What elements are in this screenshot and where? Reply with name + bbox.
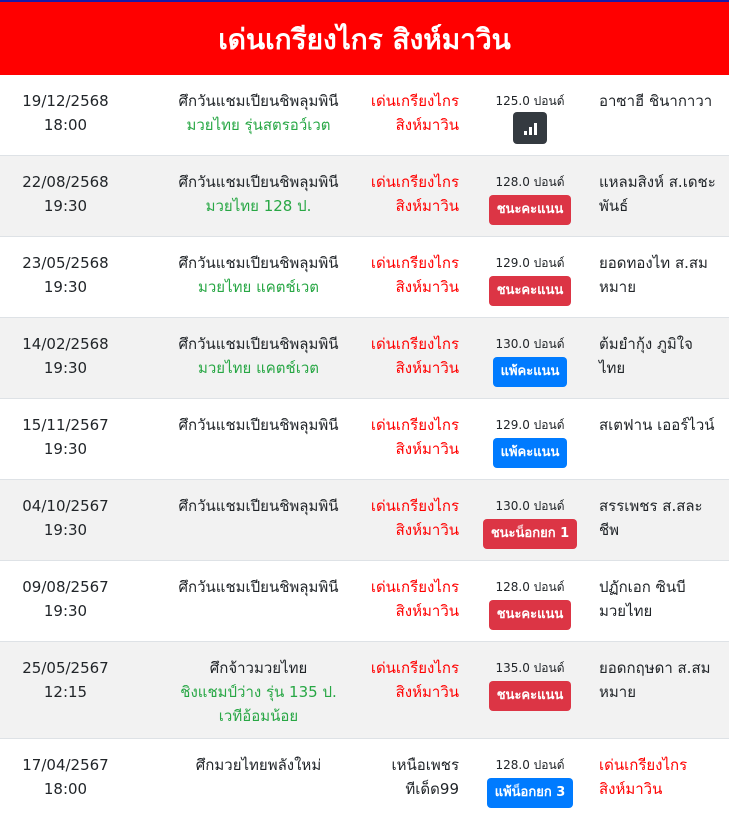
table-row — [0, 318, 729, 399]
table-row — [0, 561, 729, 642]
left-fighter-line2: ทีเด็ด99 — [405, 780, 459, 798]
event-cell — [131, 656, 386, 728]
result-cell — [474, 497, 586, 549]
event-name[interactable]: ศึกวันแชมเปียนชิพลุมพินี — [178, 173, 339, 191]
left-fighter-line2: สิงห์มาวิน — [395, 197, 459, 215]
event-cell — [131, 332, 386, 380]
event-name[interactable]: ศึกมวยไทยพลังใหม่ — [195, 756, 322, 774]
event-name[interactable]: ศึกวันแชมเปียนชิพลุมพินี — [178, 92, 339, 110]
left-fighter[interactable] — [355, 170, 459, 218]
left-fighter-line2: สิงห์มาวิน — [395, 440, 459, 458]
weight-text: 128.0 ปอนด์ — [495, 758, 565, 772]
result-cell — [474, 578, 586, 630]
time-text: 19:30 — [43, 197, 88, 215]
left-fighter-line2: สิงห์มาวิน — [395, 521, 459, 539]
event-name[interactable]: ศึกจ้าวมวยไทย — [209, 659, 308, 677]
right-fighter-line2: มวยไทย — [599, 602, 653, 620]
fight-date — [0, 251, 131, 299]
result-badge-win: ชนะคะแนน — [489, 600, 572, 630]
weight-text: 128.0 ปอนด์ — [495, 175, 565, 189]
date-text: 04/10/2567 — [22, 497, 109, 515]
event-name[interactable]: ศึกวันแชมเปียนชิพลุมพินี — [178, 416, 339, 434]
left-fighter-line1: เด่นเกรียงไกร — [370, 416, 459, 434]
event-cell — [131, 494, 386, 518]
right-fighter[interactable] — [599, 656, 727, 704]
right-fighter-line2: ไทย — [599, 359, 626, 377]
right-fighter[interactable] — [599, 332, 727, 380]
left-fighter-line1: เด่นเกรียงไกร — [370, 335, 459, 353]
table-row — [0, 480, 729, 561]
left-fighter[interactable] — [355, 332, 459, 380]
event-subtitle: มวยไทย แคตช์เวต — [197, 359, 319, 377]
result-cell — [474, 254, 586, 306]
date-text: 19/12/2568 — [22, 92, 109, 110]
result-cell — [474, 92, 586, 144]
weight-text: 129.0 ปอนด์ — [495, 418, 565, 432]
fight-table — [0, 75, 729, 818]
event-name[interactable]: ศึกวันแชมเปียนชิพลุมพินี — [178, 578, 339, 596]
event-subtitle: ชิงแชมป์ว่าง รุ่น 135 ป. — [180, 683, 337, 701]
table-row — [0, 237, 729, 318]
fight-date — [0, 753, 131, 801]
fight-date — [0, 89, 131, 137]
right-fighter-line1: ปฏักเอก ซินบี — [599, 578, 686, 596]
date-text: 25/05/2567 — [22, 659, 109, 677]
left-fighter[interactable] — [355, 494, 459, 542]
left-fighter-line1: เหนือเพชร — [391, 756, 459, 774]
weight-text: 130.0 ปอนด์ — [495, 337, 565, 351]
event-cell — [131, 413, 386, 437]
table-row — [0, 156, 729, 237]
right-fighter-line1: อาซาฮี ชินากาวา — [599, 92, 713, 110]
right-fighter-line1: เด่นเกรียงไกร — [599, 756, 688, 774]
weight-text: 130.0 ปอนด์ — [495, 499, 565, 513]
result-badge-win: ชนะคะแนน — [489, 276, 572, 306]
left-fighter[interactable] — [355, 89, 459, 137]
left-fighter[interactable] — [355, 656, 459, 704]
right-fighter[interactable] — [599, 251, 727, 299]
left-fighter[interactable] — [355, 251, 459, 299]
result-cell — [474, 173, 586, 225]
right-fighter[interactable] — [599, 575, 727, 623]
event-cell — [131, 251, 386, 299]
event-cell — [131, 89, 386, 137]
fight-date — [0, 575, 131, 623]
result-badge-loss: แพ้คะแนน — [493, 357, 568, 387]
result-cell — [474, 416, 586, 468]
right-fighter-line2: สิงห์มาวิน — [599, 780, 663, 798]
weight-text: 128.0 ปอนด์ — [495, 580, 565, 594]
time-text: 18:00 — [43, 780, 88, 798]
left-fighter[interactable] — [355, 413, 459, 461]
date-text: 09/08/2567 — [22, 578, 109, 596]
right-fighter[interactable] — [599, 753, 727, 801]
left-fighter-line2: สิงห์มาวิน — [395, 278, 459, 296]
right-fighter-line1: สเตฟาน เออร์ไวน์ — [599, 416, 715, 434]
left-fighter-line2: สิงห์มาวิน — [395, 683, 459, 701]
event-name[interactable]: ศึกวันแชมเปียนชิพลุมพินี — [178, 497, 339, 515]
weight-text: 135.0 ปอนด์ — [495, 661, 565, 675]
event-subtitle: มวยไทย รุ่นสตรอว์เวต — [186, 116, 331, 134]
stats-bar-chart-icon[interactable] — [513, 112, 547, 144]
right-fighter-line1: สรรเพชร ส.สละ — [599, 497, 703, 515]
date-text: 15/11/2567 — [22, 416, 109, 434]
time-text: 19:30 — [43, 440, 88, 458]
result-cell — [474, 659, 586, 711]
right-fighter[interactable] — [599, 89, 727, 113]
right-fighter-line2: ชีพ — [599, 521, 620, 539]
fight-date — [0, 332, 131, 380]
left-fighter[interactable] — [355, 575, 459, 623]
page-header — [0, 4, 729, 75]
time-text: 19:30 — [43, 521, 88, 539]
time-text: 19:30 — [43, 359, 88, 377]
left-fighter-line1: เด่นเกรียงไกร — [370, 92, 459, 110]
right-fighter-line2: พันธ์ — [599, 197, 629, 215]
result-badge-win: ชนะคะแนน — [489, 195, 572, 225]
left-fighter-line1: เด่นเกรียงไกร — [370, 497, 459, 515]
event-venue: เวทีอ้อมน้อย — [218, 707, 299, 725]
date-text: 17/04/2567 — [22, 756, 109, 774]
event-subtitle: มวยไทย แคตช์เวต — [197, 278, 319, 296]
left-fighter-line1: เด่นเกรียงไกร — [370, 659, 459, 677]
event-subtitle: มวยไทย 128 ป. — [205, 197, 312, 215]
fight-date — [0, 170, 131, 218]
table-row — [0, 75, 729, 156]
time-text: 12:15 — [43, 683, 88, 701]
time-text: 19:30 — [43, 602, 88, 620]
result-cell — [474, 756, 586, 808]
event-name[interactable]: ศึกวันแชมเปียนชิพลุมพินี — [178, 254, 339, 272]
result-cell — [474, 335, 586, 387]
weight-text: 125.0 ปอนด์ — [495, 94, 565, 108]
right-fighter[interactable] — [599, 494, 727, 542]
left-fighter-line2: สิงห์มาวิน — [395, 116, 459, 134]
right-fighter[interactable] — [599, 170, 727, 218]
left-fighter-line2: สิงห์มาวิน — [395, 602, 459, 620]
result-badge-loss: แพ้คะแนน — [493, 438, 568, 468]
table-row — [0, 399, 729, 480]
fight-date — [0, 656, 131, 704]
right-fighter-line1: ยอดทองไท ส.สม — [599, 254, 708, 272]
fight-date — [0, 494, 131, 542]
date-text: 14/02/2568 — [22, 335, 109, 353]
date-text: 22/08/2568 — [22, 173, 109, 191]
table-row — [0, 739, 729, 818]
result-badge-loss: แพ้น็อกยก 3 — [487, 778, 574, 808]
weight-text: 129.0 ปอนด์ — [495, 256, 565, 270]
right-fighter-line1: ต้มยำกุ้ง ภูมิใจ — [599, 335, 693, 353]
event-cell — [131, 753, 386, 777]
table-row — [0, 642, 729, 739]
right-fighter-line1: แหลมสิงห์ ส.เดชะ — [599, 173, 716, 191]
page-title: เด่นเกรียงไกร สิงห์มาวิน — [218, 22, 511, 56]
right-fighter-line1: ยอดกฤษดา ส.สม — [599, 659, 711, 677]
time-text: 18:00 — [43, 116, 88, 134]
left-fighter-line2: สิงห์มาวิน — [395, 359, 459, 377]
result-badge-win: ชนะคะแนน — [489, 681, 572, 711]
event-cell — [131, 170, 386, 218]
left-fighter-line1: เด่นเกรียงไกร — [370, 578, 459, 596]
time-text: 19:30 — [43, 278, 88, 296]
date-text: 23/05/2568 — [22, 254, 109, 272]
event-cell — [131, 575, 386, 599]
right-fighter-line2: หมาย — [599, 278, 636, 296]
right-fighter-line2: หมาย — [599, 683, 636, 701]
fight-date — [0, 413, 131, 461]
left-fighter-line1: เด่นเกรียงไกร — [370, 173, 459, 191]
left-fighter[interactable] — [355, 753, 459, 801]
event-name[interactable]: ศึกวันแชมเปียนชิพลุมพินี — [178, 335, 339, 353]
result-badge-win: ชนะน็อกยก 1 — [483, 519, 577, 549]
right-fighter[interactable] — [599, 413, 727, 437]
left-fighter-line1: เด่นเกรียงไกร — [370, 254, 459, 272]
